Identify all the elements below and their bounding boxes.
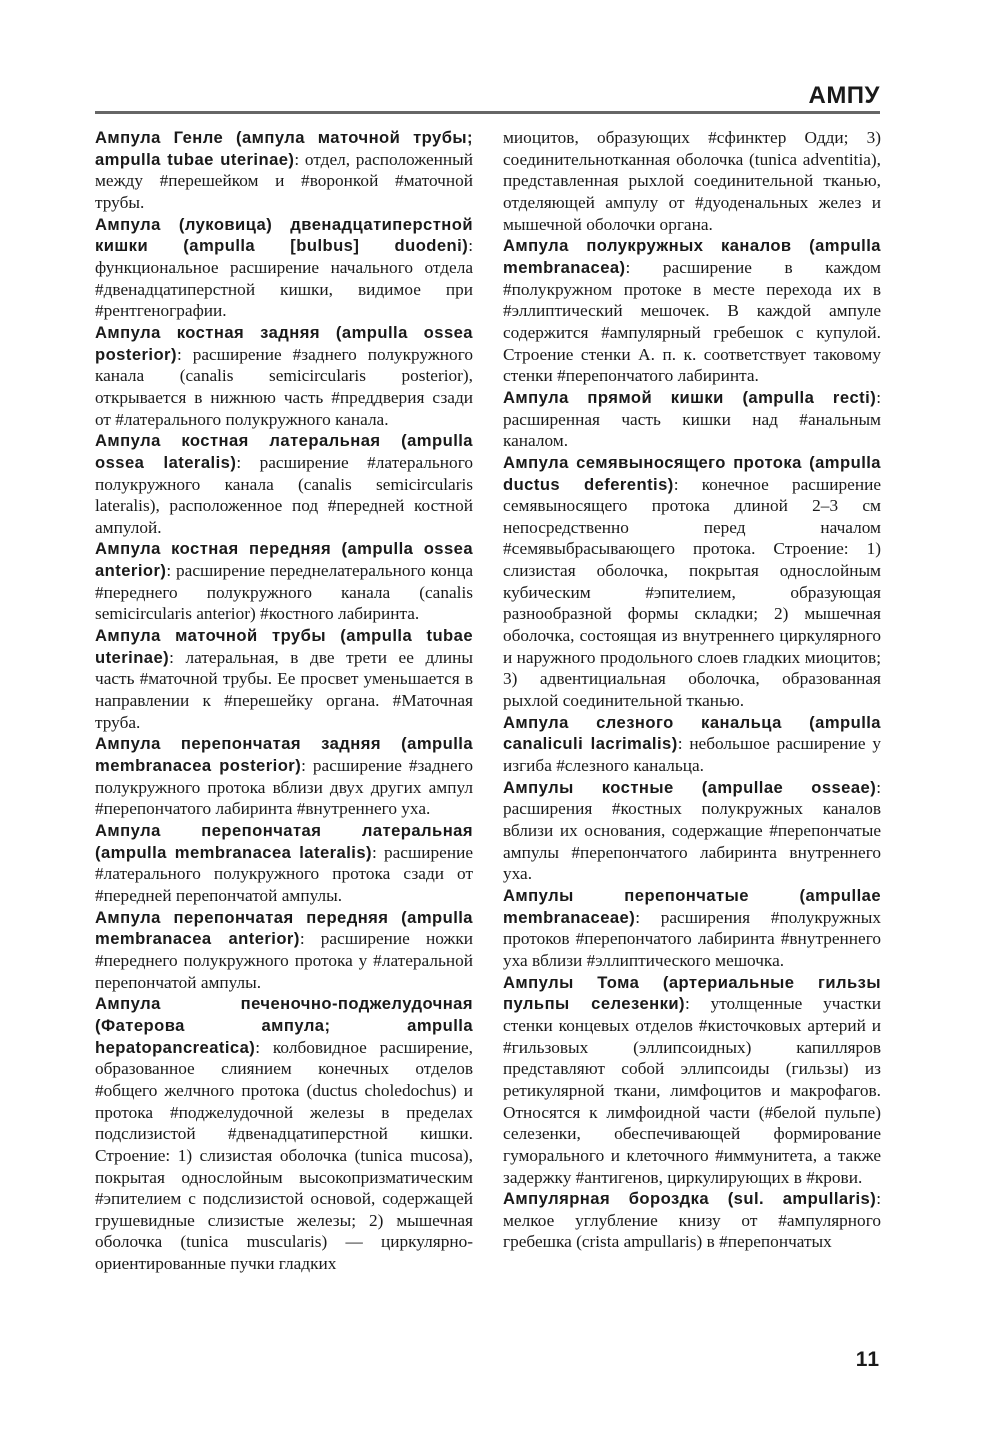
dictionary-entry [95,993,473,1275]
entry-definition: : мелкое углубление книзу от #ампулярного гребешка (crista ampullaris) в #перепончатых [503,1189,881,1252]
entry-term: Ампула костная латеральная (ampulla ossea lateralis) [95,431,473,472]
entry-definition: : конечное расширение семявыносящего протока длиной 2–3 см непосредственно перед началом #семявыбрасывающего протока. Строение: 1) слизистая оболочка, покрытая однослойным кубическим #эпителием, образующая разнообразной формы складки; 2) мышечная оболочка, состоящая из внутреннего циркулярного и наружного продольного слоев гладких миоцитов; 3) адвентициальная оболочка, образованная рыхлой соединительной тканью. [503,474,881,711]
entry-definition: : расширения #полукружных протоков #перепончатого лабиринта #внутреннего уха вблизи #эллиптического мешочка. [503,907,881,970]
header-rule [95,111,880,114]
entry-definition: : расширение #латерального полукружного канала (canalis semicircularis lateralis), расположенное под #передней костной ампулой. [95,452,473,537]
entry-definition: : отдел, расположенный между #перешейком и #воронкой #маточной трубы. [95,149,473,212]
entry-definition: : расширение переднелатерального конца #переднего полукружного канала (canalis semicircularis anterior) #костного лабиринта. [95,561,473,624]
entry-term: Ампула полукружных каналов (ampulla membranacea) [503,236,881,277]
dictionary-entry [503,712,881,777]
entry-definition: : небольшое расширение у изгиба #слезного канальца. [503,734,882,776]
dictionary-entry [95,733,473,820]
entry-term: Ампулы костные (ampullae osseae) [503,777,877,797]
entry-definition: : расширение в каждом #полукружном протоке в месте перехода их в #эллиптический мешочек. В каждой ампуле содержится #ампулярный гребешок с купулой. Строение стенки А. п. к. соответствует таковому стенки #перепончатого лабиринта. [503,257,881,386]
entry-term: Ампулы перепончатые (ampullae membranaceae) [503,885,881,927]
entry-term: Ампулярная бороздка (sul. ampullaris) [503,1189,877,1209]
entry-term: Ампула Генле (ампула маточной трубы; ampulla tubae uterinae) [95,128,473,169]
entry-term: Ампула перепончатая задняя (ampulla membranacea posterior) [95,734,473,776]
entry-term: Ампула прямой кишки (ampulla recti) [503,387,877,407]
entry-term: Ампулы Тома (артериальные гильзы пульпы селезенки) [503,972,881,1014]
dictionary-entry [503,452,881,712]
dictionary-entry [95,625,473,733]
entry-definition: : расширение #заднего полукружного канала (canalis semicircularis posterior), открывается в нижнюю часть #преддверия сзади от #латерального полукружного канала. [95,344,473,429]
dictionary-entry [95,538,473,625]
entry-term: Ампула маточной трубы (ampulla tubae uterinae) [95,626,473,667]
dictionary-entry [95,430,473,538]
entry-term: Ампула перепончатая передняя (ampulla membranacea anterior) [95,907,473,949]
dictionary-entry [503,387,881,452]
right-column [503,127,881,1253]
entry-definition: : расширение ножки #переднего полукружного протока у #латеральной перепончатой ампулы. [95,929,474,992]
entry-definition: : утолщенные участки стенки концевых отделов #кисточковых артерий и #гильзовых (эллипсоидных) капилляров представляют собой эллипсоиды (гильзы) из ретикулярной ткани, лимфоцитов и макрофагов. Относятся к лимфоидной части (#белой пульпе) селезенки, обеспечивающей формирование гуморального и клеточного #иммунитета, а также задержку #антигенов, циркулирующих в #крови. [503,994,881,1187]
running-head: АМПУ [808,82,880,109]
entry-definition: : латеральная, в две трети ее длины часть #маточной трубы. Ее просвет уменьшается в направлении к #перешейку органа. #Маточная труба. [95,647,473,732]
entry-definition: : расширение #латерального полукружного протока сзади от #передней перепончатой ампулы. [95,842,473,905]
dictionary-entry [503,235,881,387]
dictionary-entry [503,885,881,972]
dictionary-entry [503,1188,881,1253]
entry-definition: миоцитов, образующих #сфинктер Одди; 3) соединительнотканная оболочка (tunica adventitia), представленная рыхлой соединительной тканью, отделяющей ампулу от #дуоденальных желез и мышечной оболочки органа. [503,128,881,234]
dictionary-entry [95,820,473,907]
dictionary-entry [95,214,473,322]
left-column [95,127,473,1275]
entry-term: Ампула семявыносящего протока (ampulla ductus deferentis) [503,452,881,494]
dictionary-entry [95,322,473,430]
entry-definition: : колбовидное расширение, образованное слиянием конечных отделов #общего желчного протока (ductus choledochus) и протока #поджелудочной железы в пределах подслизистой #двенадцатиперстной кишки. Строение: 1) слизистая оболочка (tunica mucosa), покрытая однослойным высокопризматическим #эпителием с подслизистой основой, содержащей грушевидные слизистые железы; 2) мышечная оболочка (tunica muscularis) — циркулярно-ориентированные пучки гладких [95,1037,473,1274]
entry-term: Ампула (луковица) двенадцатиперстной кишки (ampulla [bulbus] duodeni) [95,214,473,256]
dictionary-entry [95,127,473,214]
entry-term: Ампула перепончатая латеральная (ampulla membranacea lateralis) [95,821,473,862]
entry-definition: : расширения #костных полукружных каналов вблизи их основания, содержащие #перепончатые ампулы #перепончатого лабиринта внутреннего уха. [503,777,881,884]
page-number: 11 [855,1348,880,1371]
dictionary-entry [503,972,881,1189]
entry-definition: : расширение #заднего полукружного протока вблизи двух других ампул #перепончатого лабиринта #внутреннего уха. [95,756,473,819]
dictionary-entry [503,777,881,885]
entry-term: Ампула костная задняя (ampulla ossea posterior) [95,322,473,364]
entry-definition: : расширенная часть кишки над #анальным каналом. [503,387,881,451]
entry-term: Ампула печеночно-поджелудочная (Фатерова ампула; ampulla hepatopancreatica) [95,994,473,1057]
entry-term: Ампула слезного канальца (ampulla canaliculi lacrimalis) [503,712,881,754]
dictionary-entry [95,907,473,994]
entry-definition: : функциональное расширение начального отдела #двенадцатиперстной кишки, видимое при #рентгенографии. [95,236,473,321]
entry-continuation [503,127,881,235]
entry-term: Ампула костная передняя (ampulla ossea anterior) [95,539,473,581]
